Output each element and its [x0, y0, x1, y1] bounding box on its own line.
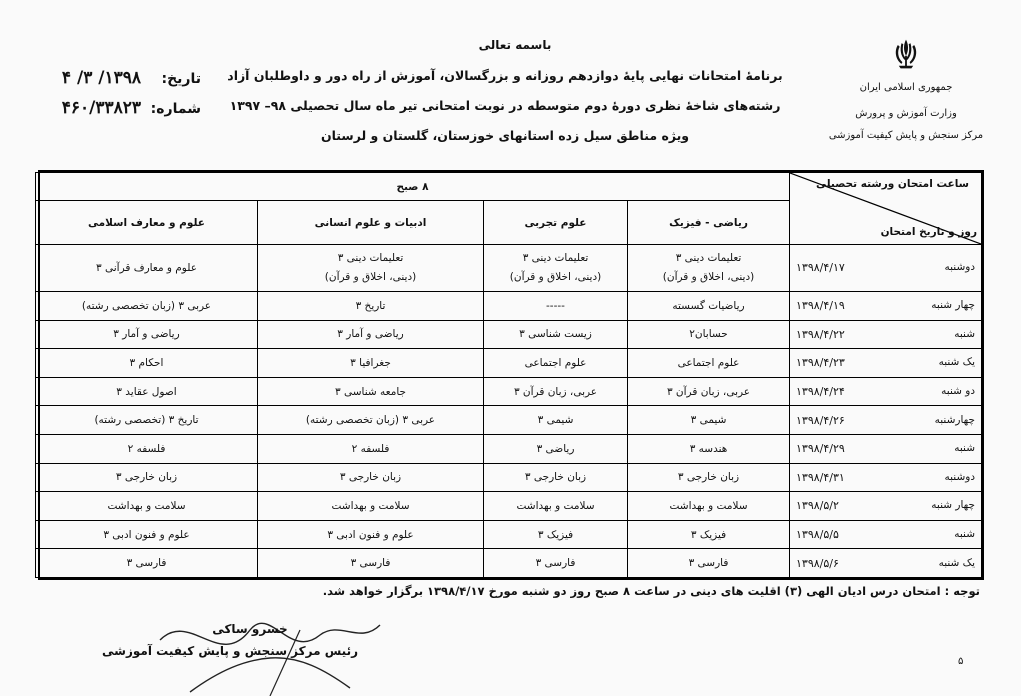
- title-line-1: برنامهٔ امتحانات نهایی پایهٔ دوازدهم روزانه و بزرگسالان، آموزش از راه دور و داوطلبان آزاد: [227, 68, 783, 83]
- footnote: توجه : امتحان درس ادیان الهی (۳) اقلیت های دینی در ساعت ۸ صبح روز دو شنبه مورخ ۱۳۹۸/۴/۱۷ برگزار خواهد شد.: [322, 584, 980, 598]
- day-date-cell: [790, 549, 982, 578]
- subject-text: علوم و معارف قرآنی ۳: [96, 261, 197, 274]
- subject-text: فارسی ۳: [535, 557, 576, 570]
- date-label: تاریخ:: [161, 71, 201, 87]
- day-name: دوشنبه: [944, 261, 975, 274]
- schedule-row: [35, 349, 981, 378]
- subject-text: فلسفه ۲: [351, 442, 390, 455]
- number-label: شماره:: [150, 101, 201, 117]
- subject-text: عربی ۳ (زبان تخصصی رشته): [305, 414, 436, 427]
- ministry-header: [821, 36, 991, 144]
- exam-date: ۱۳۹۸/۴/۲۲: [796, 327, 845, 341]
- number-row: [26, 98, 201, 128]
- day-date-wrapper: [794, 442, 977, 455]
- subject-text: تاریخ ۳ (تخصصی رشته): [94, 414, 199, 427]
- field-header-humanities: ادبیات و علوم انسانی: [258, 201, 484, 245]
- subject-text: سلامت و بهداشت: [669, 499, 748, 512]
- subject-text: فیزیک ۳: [537, 528, 574, 541]
- subject-cell: [628, 492, 790, 521]
- day-name: دو شنبه: [941, 385, 975, 398]
- subject-text: عربی، زبان قرآن ۳: [513, 385, 598, 398]
- subject-cell: [258, 549, 484, 578]
- subject-text: شیمی ۳: [690, 414, 727, 427]
- subject-cell: [258, 291, 484, 320]
- subject-text: ریاضی ۳: [536, 442, 575, 455]
- day-name: یک شنبه: [938, 556, 975, 569]
- exam-date: ۱۳۹۸/۴/۲۳: [796, 356, 845, 370]
- subject-cell: [35, 349, 257, 378]
- subject-cell: [628, 406, 790, 435]
- subject-cell: [628, 377, 790, 406]
- page-number: ۵: [958, 656, 964, 667]
- day-date-wrapper: [794, 328, 977, 341]
- day-date-cell: [790, 349, 982, 378]
- subject-cell: [35, 245, 257, 292]
- subject-text: (دینی، اخلاق و قرآن): [662, 270, 755, 283]
- subject-text: هندسه ۳: [689, 442, 728, 455]
- day-date-cell: [790, 492, 982, 521]
- day-name: شنبه: [954, 442, 975, 455]
- subject-text: (دینی، اخلاق و قرآن): [509, 270, 602, 283]
- schedule-row: [35, 434, 981, 463]
- subject-cell: [628, 434, 790, 463]
- day-date-wrapper: [794, 499, 977, 512]
- title-line-2: رشته‌های شاخهٔ نظری دورهٔ دوم متوسطه در نوبت امتحانی تیر ماه سال تحصیلی ۹۸– ۱۳۹۷: [229, 98, 781, 113]
- subject-text: -----: [546, 299, 565, 312]
- schedule-row: [35, 320, 981, 349]
- signatory-name: خسرو ساکی: [212, 622, 288, 636]
- subject-text: زبان خارجی ۳: [115, 471, 178, 484]
- date-row: [26, 68, 201, 98]
- day-date-wrapper: [794, 528, 977, 541]
- subject-cell: [35, 463, 257, 492]
- day-date-wrapper: [794, 385, 977, 398]
- exam-date: ۱۳۹۸/۴/۳۱: [796, 470, 845, 484]
- subject-text: سلامت و بهداشت: [516, 499, 595, 512]
- subject-text: فیزیک ۳: [690, 528, 727, 541]
- ministry-label: وزارت آموزش و پرورش: [855, 108, 957, 119]
- subject-cell: [484, 520, 628, 549]
- schedule-body: [35, 245, 981, 578]
- day-date-wrapper: [794, 299, 977, 312]
- subject-cell: [35, 291, 257, 320]
- signatory-title: رئیس مرکز سنجش و پایش کیفیت آموزشی: [102, 644, 358, 658]
- subject-text: شیمی ۳: [537, 414, 574, 427]
- subject-cell: [35, 520, 257, 549]
- subject-cell: [484, 492, 628, 521]
- subject-text: فارسی ۳: [688, 557, 729, 570]
- subject-cell: [35, 492, 257, 521]
- day-date-cell: [790, 245, 982, 292]
- subject-text: (دینی، اخلاق و قرآن): [324, 270, 417, 283]
- subject-cell: [484, 549, 628, 578]
- subject-text: زبان خارجی ۳: [339, 471, 402, 484]
- subject-text: جامعه شناسی ۳: [334, 385, 407, 398]
- day-date-cell: [790, 406, 982, 435]
- subject-cell: [628, 463, 790, 492]
- day-date-cell: [790, 520, 982, 549]
- subject-text: تعلیمات دینی ۳: [675, 251, 742, 264]
- iran-emblem-icon: [888, 36, 924, 72]
- subject-cell: [258, 463, 484, 492]
- subject-text: تاریخ ۳: [355, 299, 386, 312]
- subject-text: تعلیمات دینی ۳: [337, 251, 404, 264]
- subject-text: اصول عقاید ۳: [116, 385, 177, 398]
- subject-text: ریاضی و آمار ۳: [337, 328, 404, 341]
- bismillah: باسمه تعالی: [478, 38, 552, 52]
- exam-date: ۱۳۹۸/۵/۶: [796, 556, 839, 570]
- subject-cell: [628, 349, 790, 378]
- exam-date: ۱۳۹۸/۵/۵: [796, 528, 839, 542]
- subject-cell: [628, 520, 790, 549]
- exam-date: ۱۳۹۸/۴/۱۷: [796, 261, 845, 275]
- subject-cell: [258, 406, 484, 435]
- subject-text: تعلیمات دینی ۳: [522, 251, 589, 264]
- day-name: چهارشنبه: [934, 413, 975, 426]
- schedule-row: [35, 463, 981, 492]
- subject-text: ریاضیات گسسته: [672, 299, 745, 312]
- day-date-cell: [790, 291, 982, 320]
- field-header-islamic: علوم و معارف اسلامی: [35, 201, 257, 245]
- subject-cell: [35, 434, 257, 463]
- day-name: شنبه: [954, 528, 975, 541]
- exam-date: ۱۳۹۸/۴/۲۹: [796, 442, 845, 456]
- schedule-row: [35, 520, 981, 549]
- subject-cell: [628, 320, 790, 349]
- subject-text: زبان خارجی ۳: [677, 471, 740, 484]
- day-date-cell: [790, 434, 982, 463]
- corner-label-bottom: روز و تاریخ امتحان: [880, 226, 977, 238]
- subject-text: زیست شناسی ۳: [519, 328, 592, 341]
- exam-schedule-table: [38, 170, 984, 580]
- subject-text: سلامت و بهداشت: [331, 499, 410, 512]
- day-date-wrapper: [794, 414, 977, 427]
- subject-cell: [258, 349, 484, 378]
- letter-meta: [26, 68, 201, 128]
- subject-text: سلامت و بهداشت: [107, 499, 186, 512]
- republic-label: جمهوری اسلامی ایران: [859, 82, 953, 93]
- day-date-cell: [790, 463, 982, 492]
- day-date-wrapper: [794, 261, 977, 274]
- exam-date: ۱۳۹۸/۴/۱۹: [796, 299, 845, 313]
- subject-cell: [484, 406, 628, 435]
- corner-label-top: ساعت امتحان ورشته تحصیلی: [816, 178, 969, 190]
- subject-text: فارسی ۳: [350, 557, 391, 570]
- subject-cell: [628, 549, 790, 578]
- subject-cell: [484, 349, 628, 378]
- day-date-cell: [790, 320, 982, 349]
- day-name: چهار شنبه: [931, 299, 975, 312]
- exam-date: ۱۳۹۸/۵/۲: [796, 499, 839, 513]
- subject-cell: [258, 377, 484, 406]
- schedule-row: [35, 549, 981, 578]
- subject-cell: [35, 320, 257, 349]
- subject-text: فلسفه ۲: [127, 442, 166, 455]
- day-date-wrapper: [794, 557, 977, 570]
- subject-text: علوم و فنون ادبی ۳: [103, 528, 190, 541]
- day-date-wrapper: [794, 471, 977, 484]
- subject-text: جغرافیا ۳: [350, 356, 391, 369]
- subject-text: علوم اجتماعی: [524, 356, 587, 369]
- subject-cell: [484, 245, 628, 292]
- day-name: چهار شنبه: [931, 499, 975, 512]
- subject-text: عربی، زبان قرآن ۳: [666, 385, 751, 398]
- day-date-cell: [790, 377, 982, 406]
- subject-cell: [258, 520, 484, 549]
- exam-date: ۱۳۹۸/۴/۲۴: [796, 385, 845, 399]
- schedule-row: [35, 291, 981, 320]
- schedule-row: [35, 492, 981, 521]
- subject-cell: [628, 245, 790, 292]
- subject-cell: [484, 463, 628, 492]
- date-value: ۱۳۹۸/ ۳/ ۴: [61, 68, 141, 88]
- subject-cell: [258, 434, 484, 463]
- title-line-3: ویژه مناطق سیل زده استانهای خوزستان، گلستان و لرستان: [320, 128, 690, 143]
- day-date-wrapper: [794, 356, 977, 369]
- subject-cell: [628, 291, 790, 320]
- subject-cell: [484, 291, 628, 320]
- number-value: ۴۶۰/۳۳۸۲۳: [61, 98, 141, 118]
- field-header-math: ریاضی - فیزیک: [628, 201, 790, 245]
- time-header: ۸ صبح: [35, 173, 789, 201]
- subject-text: حسابان۲: [689, 328, 728, 341]
- subject-text: علوم اجتماعی: [677, 356, 740, 369]
- header-corner-cell: [790, 173, 982, 245]
- subject-cell: [35, 406, 257, 435]
- subject-cell: [484, 434, 628, 463]
- subject-cell: [258, 492, 484, 521]
- subject-cell: [258, 320, 484, 349]
- day-name: یک شنبه: [938, 356, 975, 369]
- subject-cell: [258, 245, 484, 292]
- schedule-row: [35, 245, 981, 292]
- day-name: دوشنبه: [944, 470, 975, 483]
- subject-text: علوم و فنون ادبی ۳: [327, 528, 414, 541]
- exam-date: ۱۳۹۸/۴/۲۶: [796, 413, 845, 427]
- subject-text: ریاضی و آمار ۳: [113, 328, 180, 341]
- schedule-row: [35, 377, 981, 406]
- subject-text: عربی ۳ (زبان تخصصی رشته): [81, 299, 212, 312]
- subject-cell: [35, 377, 257, 406]
- day-name: شنبه: [954, 327, 975, 340]
- field-header-science: علوم تجربی: [484, 201, 628, 245]
- subject-text: زبان خارجی ۳: [524, 471, 587, 484]
- subject-cell: [35, 549, 257, 578]
- subject-text: احکام ۳: [129, 356, 164, 369]
- schedule-row: [35, 406, 981, 435]
- subject-cell: [484, 320, 628, 349]
- subject-text: فارسی ۳: [126, 557, 167, 570]
- subject-cell: [484, 377, 628, 406]
- center-label: مرکز سنجش و پایش کیفیت آموزشی: [828, 130, 984, 141]
